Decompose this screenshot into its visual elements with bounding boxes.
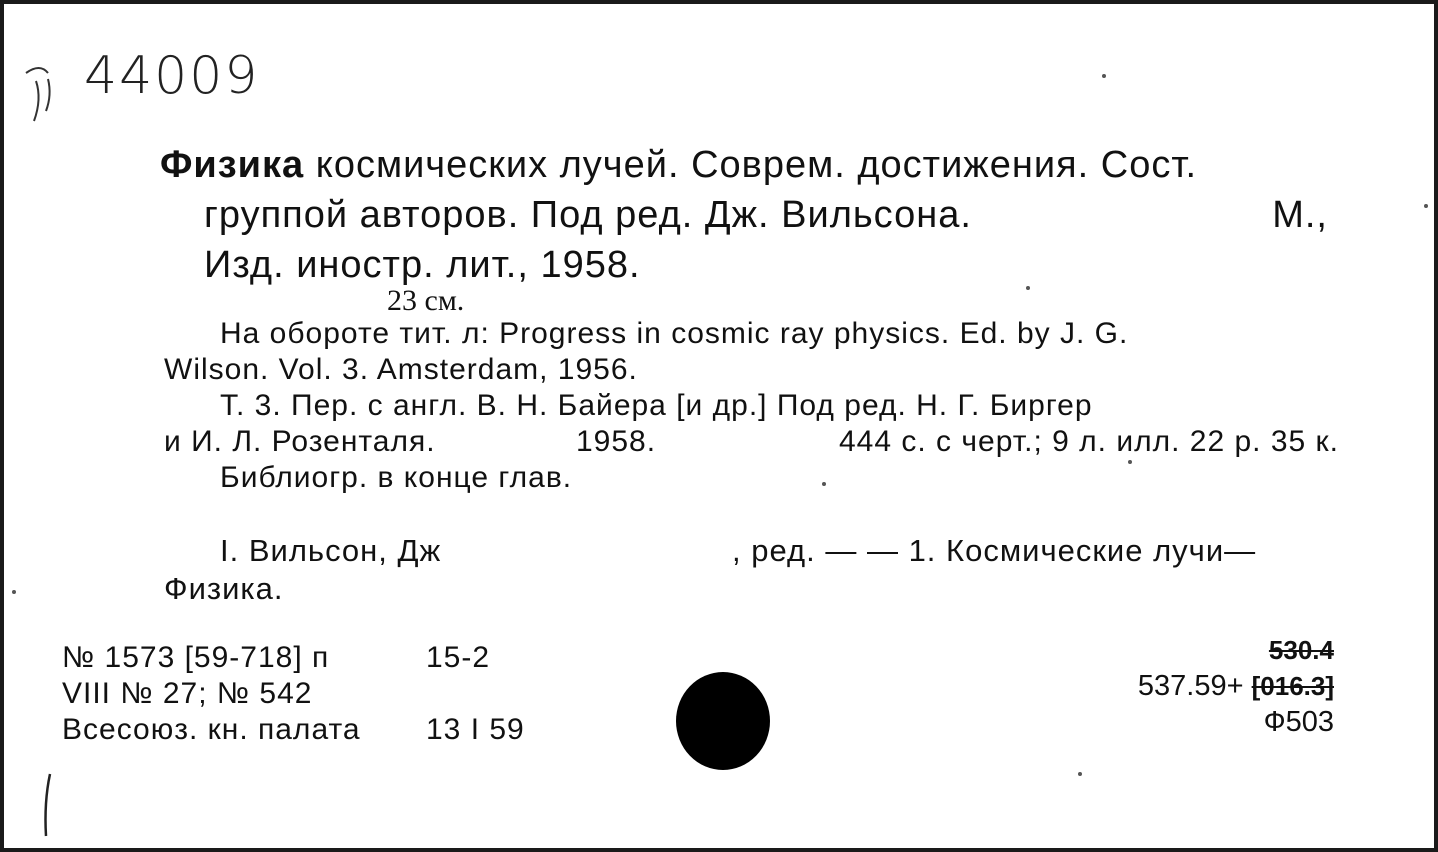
registration-left: Всесоюз. кн. палата <box>62 713 361 746</box>
size-line: 23 см. <box>387 284 465 317</box>
title-line-1-rest: космических лучей. Соврем. достижения. Сост. <box>304 144 1198 186</box>
speck <box>1078 772 1082 776</box>
speck <box>1128 460 1132 464</box>
registration-line <box>62 676 582 712</box>
speck <box>1424 204 1428 208</box>
speck <box>822 482 826 486</box>
title-block <box>160 140 1340 290</box>
note-line: На обороте тит. л: Progress in cosmic ray physics. Ed. by J. G. <box>220 317 1129 350</box>
subject-line-2: Физика. <box>164 571 284 606</box>
note-pagination: 444 с. с черт.; 9 л. илл. 22 р. 35 к. <box>838 425 1339 458</box>
publication-place: М., <box>1272 194 1328 236</box>
note-line <box>164 424 1339 460</box>
note-line: Wilson. Vol. 3. Amsterdam, 1956. <box>164 353 638 386</box>
speck <box>1026 286 1030 290</box>
title-line-2 <box>160 190 1340 240</box>
classification-main: 537.59+ <box>1137 670 1244 702</box>
notes-block <box>164 316 1339 496</box>
title-line-2-text: группой авторов. Под ред. Дж. Вильсона. <box>204 194 972 236</box>
classification-block <box>1138 632 1334 740</box>
registration-line <box>62 640 582 676</box>
classification-code: Ф503 <box>1263 706 1334 738</box>
title-main-word: Физика <box>160 144 305 186</box>
subject-line-1 <box>164 532 1339 570</box>
registration-block <box>62 640 582 748</box>
title-line-3: Изд. иностр. лит., 1958. <box>204 244 641 286</box>
punch-hole <box>676 672 770 770</box>
subject-editor: I. Вильсон, Дж <box>220 533 442 568</box>
speck <box>12 590 16 594</box>
note-line: Библиогр. в конце глав. <box>220 461 573 494</box>
note-line: Т. 3. Пер. с англ. В. Н. Байера [и др.] Под ред. Н. Г. Биргер <box>220 389 1093 422</box>
note-line-text: и И. Л. Розенталя. <box>164 425 436 458</box>
classification-line <box>1138 668 1334 704</box>
registration-right: 13 I 59 <box>426 713 525 746</box>
title-line-1 <box>160 140 1340 190</box>
pen-stroke-icon <box>40 772 54 838</box>
handwritten-number: 44009 <box>84 46 260 106</box>
registration-right: 15-2 <box>426 641 491 674</box>
registration-line <box>62 712 582 748</box>
catalog-card <box>4 4 1434 848</box>
classification-struck: 530.4 <box>1268 635 1334 665</box>
subject-topic: , ред. — — 1. Космические лучи— <box>732 533 1257 568</box>
registration-left: № 1573 [59-718] п <box>62 641 330 674</box>
note-year: 1958. <box>576 425 657 458</box>
subject-headings <box>164 532 1339 608</box>
classification-struck-bracket: [016.3] <box>1251 671 1334 701</box>
registration-left: VIII № 27; № 542 <box>62 677 313 710</box>
pencil-mark-icon <box>22 59 56 129</box>
speck <box>1102 74 1106 78</box>
